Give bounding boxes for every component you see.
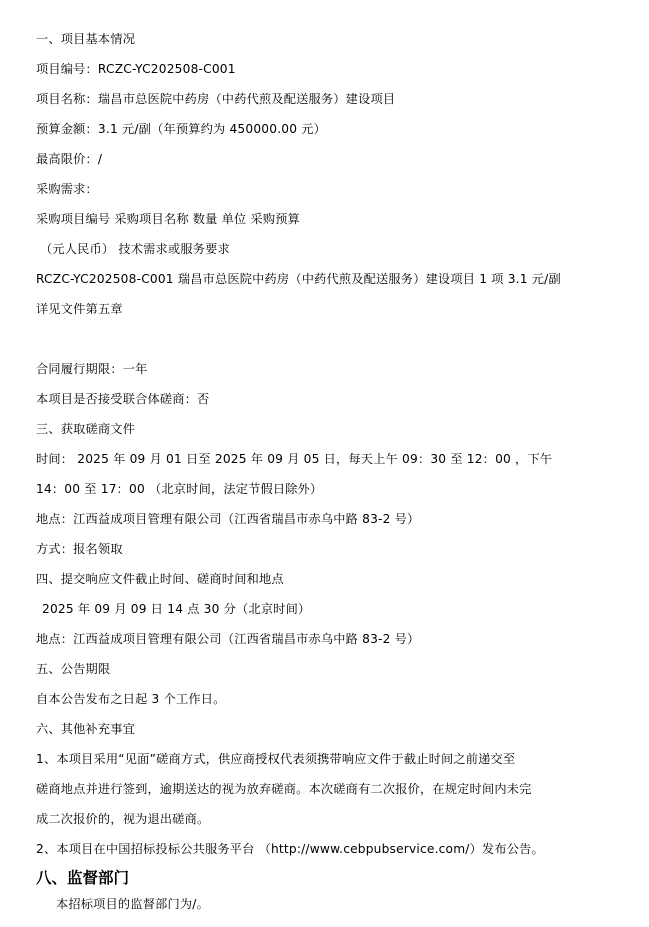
section-title-submission: 四、提交响应文件截止时间、磋商时间和地点 [36, 572, 284, 586]
procurement-table-header-cont: （元人民币） 技术需求或服务要求 [40, 242, 230, 256]
submission-location: 地点：江西益成项目管理有限公司（江西省瑞昌市赤乌中路 83-2 号） [36, 632, 420, 646]
max-price: 最高限价：/ [36, 152, 103, 166]
other-matters-item-1: 1、本项目采用“见面”磋商方式，供应商授权代表须携带响应文件于截止时间之前递交至 [36, 752, 516, 766]
consortium-allowed: 本项目是否接受联合体磋商：否 [36, 392, 210, 406]
get-documents-time: 时间： 2025 年 09 月 01 日至 2025 年 09 月 05 日，每天上午 09：30 至 12：00 ，下午 [36, 452, 553, 466]
procurement-table-header: 采购项目编号 采购项目名称 数量 单位 采购预算 [36, 212, 301, 226]
other-matters-item-1-cont2: 成二次报价的，视为退出磋商。 [36, 812, 210, 826]
section-title-notice-period: 五、公告期限 [36, 662, 111, 676]
procurement-table-row-cont: 详见文件第五章 [36, 302, 123, 316]
get-documents-location: 地点：江西益成项目管理有限公司（江西省瑞昌市赤乌中路 83-2 号） [36, 512, 420, 526]
get-documents-method: 方式：报名领取 [36, 542, 123, 556]
get-documents-time-cont: 14：00 至 17：00 （北京时间，法定节假日除外） [36, 482, 323, 496]
section-title-supervision: 八、监督部门 [36, 869, 130, 887]
budget-amount: 预算金额：3.1 元/副（年预算约为 450000.00 元） [36, 122, 327, 136]
section-title-project-info: 一、项目基本情况 [36, 32, 136, 46]
other-matters-item-1-cont: 磋商地点并进行签到，逾期送达的视为放弃磋商。本次磋商有二次报价，在规定时间内未完 [36, 782, 532, 796]
section-title-get-documents: 三、获取磋商文件 [36, 422, 136, 436]
supervision-body: 本招标项目的监督部门为/。 [56, 897, 209, 911]
other-matters-item-2: 2、本项目在中国招标投标公共服务平台 （http://www.cebpubservice.com/）发布公告。 [36, 842, 544, 856]
section-title-other-matters: 六、其他补充事宜 [36, 722, 136, 736]
submission-deadline: 2025 年 09 月 09 日 14 点 30 分（北京时间） [42, 602, 311, 616]
notice-period: 自本公告发布之日起 3 个工作日。 [36, 692, 226, 706]
procurement-needs-label: 采购需求： [36, 182, 98, 196]
project-name: 项目名称：瑞昌市总医院中药房（中药代煎及配送服务）建设项目 [36, 92, 396, 106]
procurement-table-row: RCZC-YC202508-C001 瑞昌市总医院中药房（中药代煎及配送服务）建设项目 1 项 3.1 元/副 [36, 272, 561, 286]
contract-period: 合同履行期限：一年 [36, 362, 148, 376]
project-number: 项目编号：RCZC-YC202508-C001 [36, 62, 236, 76]
